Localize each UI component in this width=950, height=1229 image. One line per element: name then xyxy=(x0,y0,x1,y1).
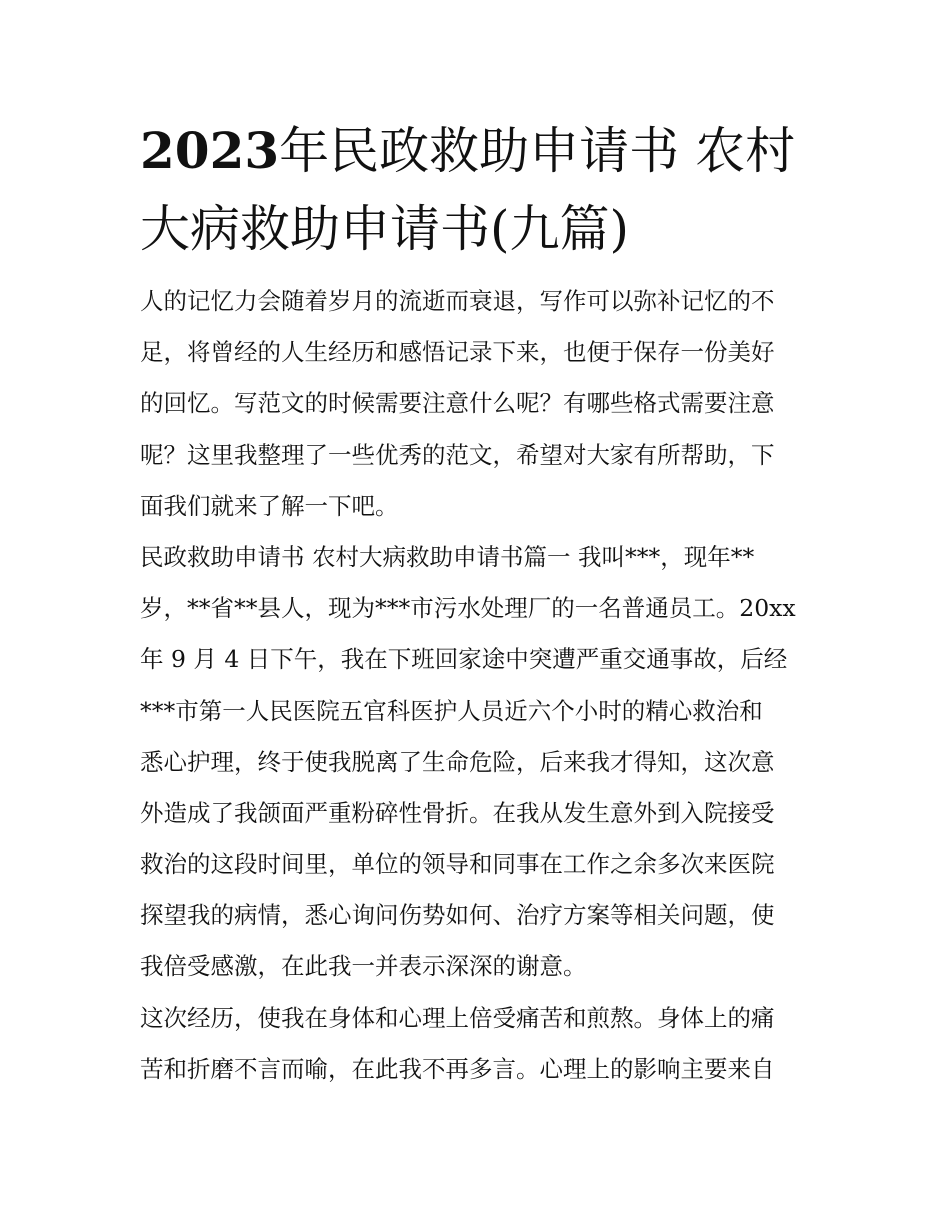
body-line: 苦和折磨不言而喻，在此我不再多言。心理上的影响主要来自 xyxy=(140,1054,775,1083)
body-line: 救治的这段时间里，单位的领导和同事在工作之余多次来医院 xyxy=(140,850,775,879)
title-line-2: 大病救助申请书(九篇) xyxy=(140,200,630,258)
body-line: 外造成了我颌面严重粉碎性骨折。在我从发生意外到入院接受 xyxy=(140,798,775,827)
title-line-1 xyxy=(140,112,820,190)
body-line: 年 9 月 4 日下午，我在下班回家途中突遭严重交通事故，后经 xyxy=(140,645,788,674)
body-line: 足，将曾经的人生经历和感悟记录下来，也便于保存一份美好 xyxy=(140,338,775,367)
body-line: ***市第一人民医院五官科医护人员近六个小时的精心救治和 xyxy=(140,696,763,725)
body-line: 我倍受感激，在此我一并表示深深的谢意。 xyxy=(140,952,587,981)
title-line-1-text: 年民政救助申请书 农村 xyxy=(279,122,796,180)
body-line: 人的记忆力会随着岁月的流逝而衰退，写作可以弥补记忆的不 xyxy=(140,287,775,315)
body-line: 岁，**省**县人，现为***市污水处理厂的一名普通员工。20xx xyxy=(140,594,796,623)
document-title xyxy=(140,112,820,268)
body-line: 悉心护理，终于使我脱离了生命危险，后来我才得知，这次意 xyxy=(140,747,775,776)
document-body xyxy=(140,276,810,1095)
body-line: 的回忆。写范文的时候需要注意什么呢？有哪些格式需要注意 xyxy=(140,389,775,418)
body-line: 探望我的病情，悉心询问伤势如何、治疗方案等相关问题，使 xyxy=(140,901,775,930)
title-year: 2023 xyxy=(140,121,280,180)
body-line: 这次经历，使我在身体和心理上倍受痛苦和煎熬。身体上的痛 xyxy=(140,1003,775,1032)
body-line: 呢？这里我整理了一些优秀的范文，希望对大家有所帮助，下 xyxy=(140,440,775,469)
body-line: 面我们就来了解一下吧。 xyxy=(140,491,399,520)
body-line: 民政救助申请书 农村大病救助申请书篇一 我叫***，现年** xyxy=(140,542,755,571)
